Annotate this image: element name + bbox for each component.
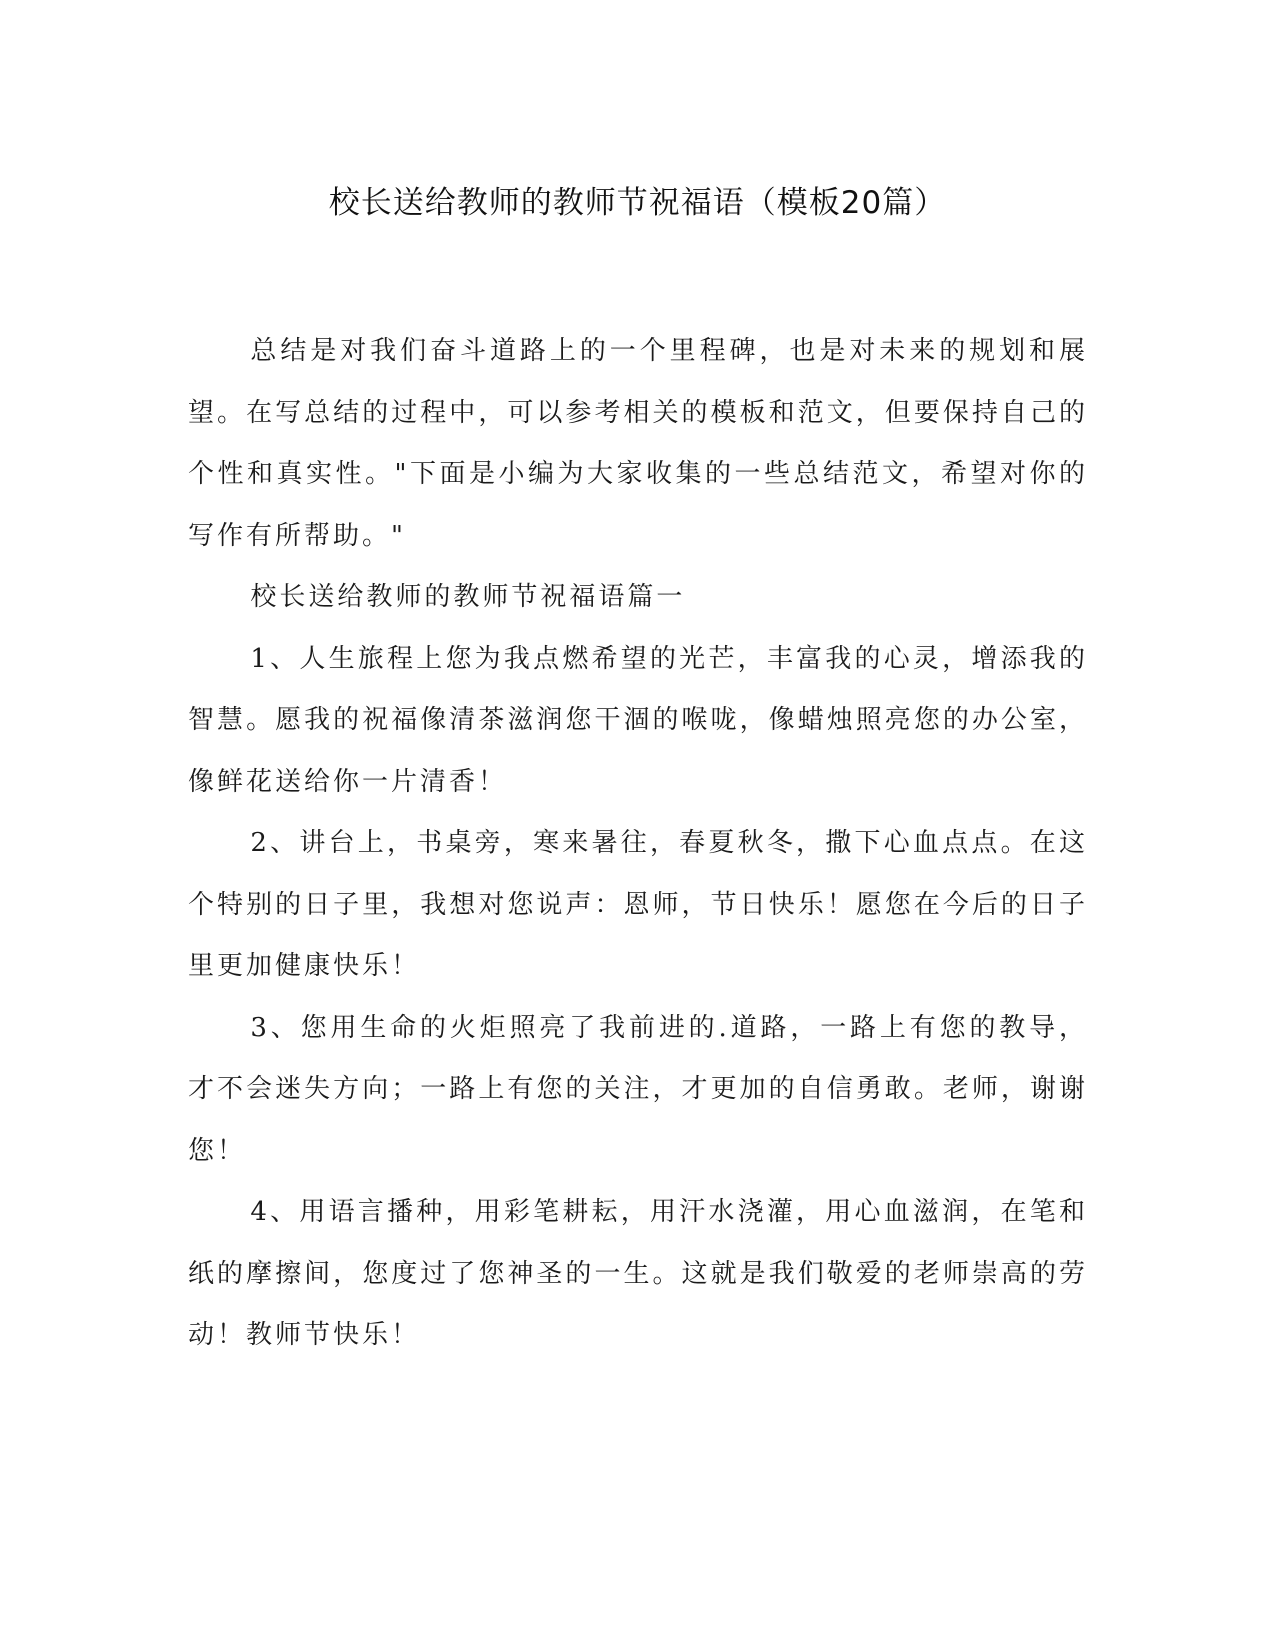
section-heading: 校长送给教师的教师节祝福语篇一 [250,582,686,612]
intro-paragraph: 总结是对我们奋斗道路上的一个里程碑，也是对未来的规划和展望。在写总结的过程中，可以参考相关的模板和范文，但要保持自己的个性和真实性。"下面是小编为大家收集的一些总结范文，希望对你的写作有所帮助。" [188,336,1088,551]
blessing-paragraph-2: 2、讲台上，书桌旁，寒来暑往，春夏秋冬，撒下心血点点。在这个特别的日子里，我想对您说声：恩师，节日快乐！愿您在今后的日子里更加健康快乐！ [188,828,1088,981]
document-title: 校长送给教师的教师节祝福语（模板20篇） [328,185,947,221]
blessing-paragraph-4: 4、用语言播种，用彩笔耕耘，用汗水浇灌，用心血滋润，在笔和纸的摩擦间，您度过了您神圣的一生。这就是我们敬爱的老师崇高的劳动！教师节快乐！ [188,1197,1088,1350]
blessing-paragraph-3: 3、您用生命的火炬照亮了我前进的.道路，一路上有您的教导，才不会迷失方向；一路上有您的关注，才更加的自信勇敢。老师，谢谢您！ [188,1012,1088,1166]
blessing-paragraph-1: 1、人生旅程上您为我点燃希望的光芒，丰富我的心灵，增添我的智慧。愿我的祝福像清茶滋润您干涸的喉咙，像蜡烛照亮您的办公室，像鲜花送给你一片清香！ [188,643,1088,797]
document-body [188,321,1088,1367]
